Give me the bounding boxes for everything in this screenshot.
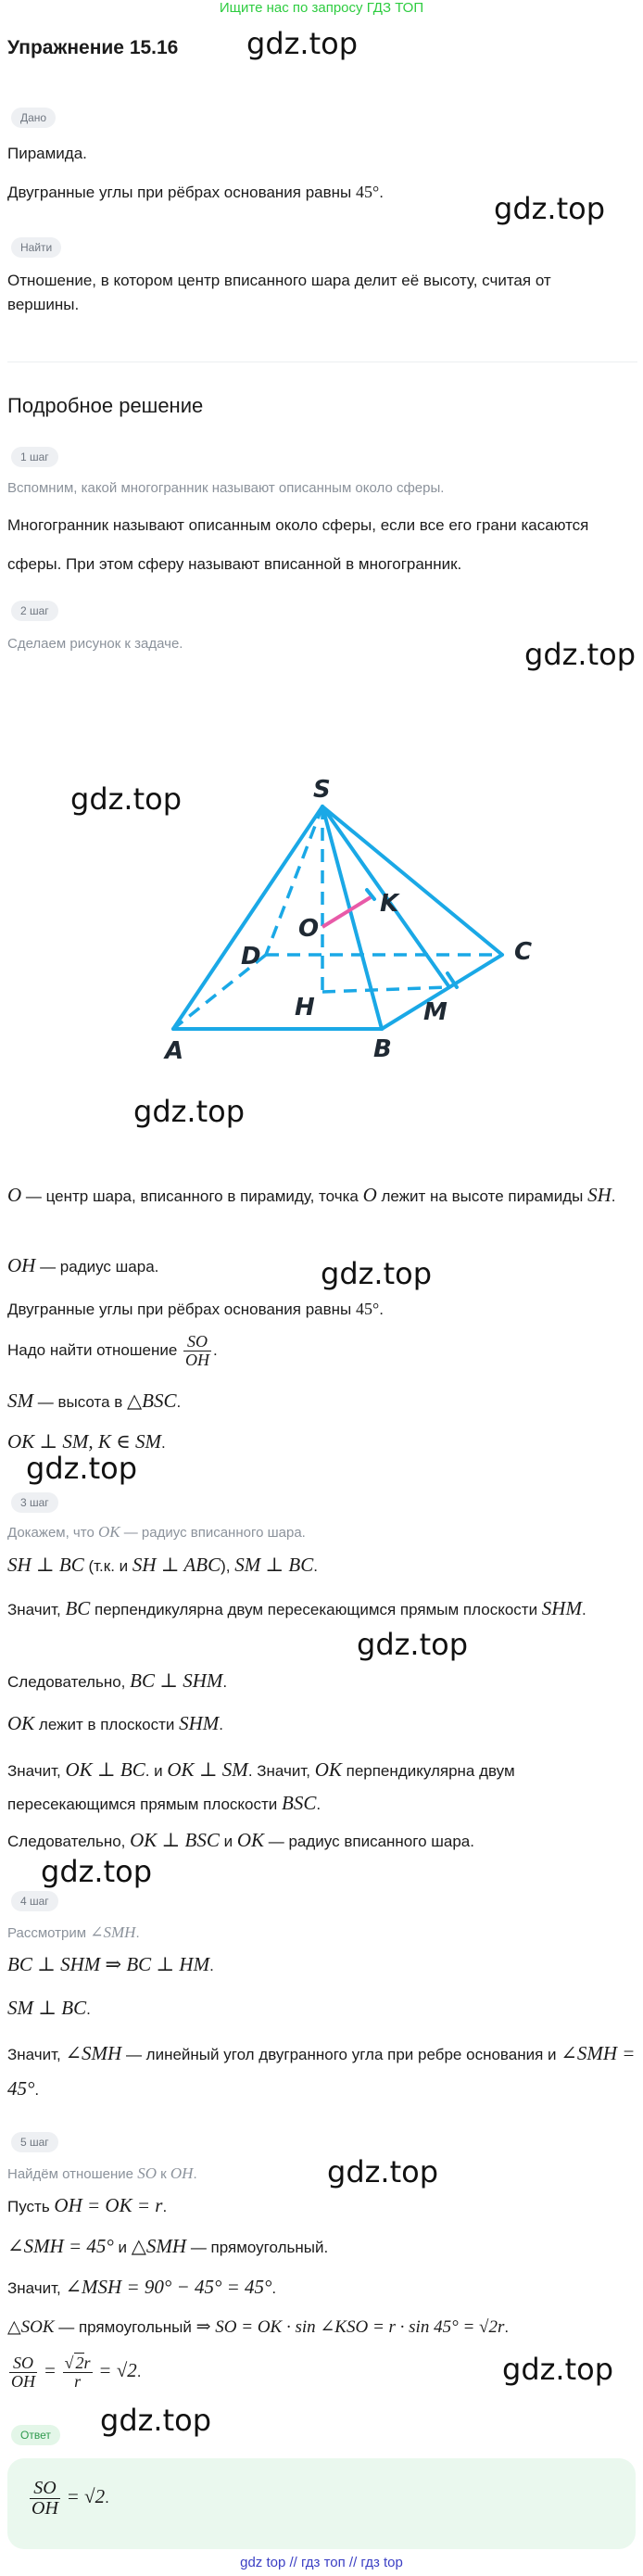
fraction-SO-OH: $\frac{SO}{OH}$ <box>185 1332 210 1369</box>
watermark: gdz.top <box>321 1256 433 1291</box>
step2-line: SM — высота в △BSC. <box>7 1390 182 1412</box>
answer-formula: $\frac{SO}{OH}$ = √2. <box>32 2478 109 2519</box>
math-O: O <box>362 1184 377 1206</box>
step3-line: Следовательно, OK ⊥ BSC и OK — радиус вписанного шара. <box>7 1829 474 1851</box>
label-B: B <box>373 1035 392 1063</box>
find-line: Отношение, в котором центр вписанного шара делит её высоту, считая от вершины. <box>7 272 551 313</box>
watermark: gdz.top <box>524 637 637 672</box>
math-45: 45° <box>355 1300 380 1318</box>
step5-line: Значит, ∠MSH = 90° − 45° = 45°. <box>7 2276 277 2298</box>
tag-step1: 1 шаг <box>11 447 58 467</box>
tag-step4: 4 шаг <box>11 1891 58 1911</box>
given-angle: 45° <box>355 183 380 201</box>
step2-line: OK ⊥ SM, K ∈ SM. <box>7 1430 166 1453</box>
step5-line: △SOK — прямоугольный ⇒ SO = OK · sin ∠KSO = r · sin 45° = √2r. <box>7 2317 510 2337</box>
step3-hint: Докажем, что OK — радиус вписанного шара. <box>7 1523 306 1541</box>
math-OH: OH <box>7 1254 36 1276</box>
top-banner[interactable]: Ищите нас по запросу ГДЗ ТОП <box>219 0 424 16</box>
label-S: S <box>313 776 331 804</box>
step3-line: Значит, OK ⊥ BC. и OK ⊥ SM. Значит, OK перпендикулярна двум пересекающимся прямым плоскости BSC. <box>7 1758 515 1814</box>
watermark: gdz.top <box>502 2352 614 2387</box>
fraction-sqrt2r-r: $\frac{√ 2r}{r}$ <box>64 2354 91 2391</box>
watermark: gdz.top <box>246 26 359 61</box>
pyramid-figure <box>0 760 643 1066</box>
label-C: C <box>514 938 533 966</box>
watermark: gdz.top <box>41 1854 153 1889</box>
step3-line: OK лежит в плоскости SHM. <box>7 1712 223 1734</box>
step3-line: Значит, BC перпендикулярна двум пересекающимся прямым плоскости SHM. <box>7 1597 586 1619</box>
step2-line: O — центр шара, вписанного в пирамиду, точка O лежит на высоте пирамиды SH. <box>7 1184 616 1206</box>
step4-line: SM ⊥ BC. <box>7 1997 91 2019</box>
page-title: Упражнение 15.16 <box>7 37 179 58</box>
solution-header: Подробное решение <box>7 394 204 417</box>
step5-hint: Найдём отношение SO к OH. <box>7 2164 197 2182</box>
label-A: A <box>165 1037 184 1065</box>
label-H: H <box>295 994 315 1022</box>
watermark: gdz.top <box>26 1451 138 1486</box>
step5-line: Пусть OH = OK = r. <box>7 2194 168 2216</box>
watermark: gdz.top <box>70 781 183 817</box>
step5-line: ∠SMH = 45° и △SMH — прямоугольный. <box>7 2235 329 2257</box>
tag-step5: 5 шаг <box>11 2132 58 2152</box>
watermark: gdz.top <box>327 2154 439 2189</box>
step1-text: Многогранник называют описанным около сферы, если все его грани касаются сферы. При этом сферу называют вписанной в многогранник. <box>7 516 589 573</box>
footer-links[interactable]: gdz top // гдз топ // гдз top <box>240 2555 403 2570</box>
edge-SB <box>322 806 382 1029</box>
tag-given: Дано <box>11 108 56 128</box>
segment-HM <box>322 987 449 992</box>
step5-line: $\frac{SO}{OH}$ = $\frac{√ 2r}{r}$ = √2. <box>11 2354 142 2391</box>
tag-step3: 3 шаг <box>11 1492 58 1513</box>
given-line: Двугранные углы при рёбрах основания равны 45°. <box>7 183 384 201</box>
watermark: gdz.top <box>357 1627 469 1662</box>
tag-step2: 2 шаг <box>11 601 58 621</box>
step2-line: Надо найти отношение $\frac{SO}{OH}$ . <box>7 1332 218 1369</box>
label-O: O <box>298 915 320 943</box>
step2-hint: Сделаем рисунок к задаче. <box>7 636 183 652</box>
step4-line: Значит, ∠SMH — линейный угол двугранного угла при ребре основания и ∠SMH = 45°. <box>7 2042 636 2100</box>
fraction-SO-OH: $\frac{SO}{OH}$ <box>11 2354 35 2391</box>
watermark: gdz.top <box>100 2403 212 2438</box>
step3-line: Следовательно, BC ⊥ SHM. <box>7 1669 228 1692</box>
label-K: K <box>380 890 399 918</box>
math-SH: SH <box>587 1184 611 1206</box>
tag-answer: Ответ <box>11 2425 60 2445</box>
watermark: gdz.top <box>494 191 606 226</box>
given-line: Пирамида. <box>7 145 87 162</box>
step4-hint: Рассмотрим ∠SMH. <box>7 1923 140 1941</box>
step4-line: BC ⊥ SHM ⇒ BC ⊥ HM. <box>7 1953 214 1975</box>
step2-line: Двугранные углы при рёбрах основания равны 45°. <box>7 1300 384 1318</box>
tag-find: Найти <box>11 237 61 258</box>
step1-hint: Вспомним, какой многогранник называют описанным около сферы. <box>7 480 445 496</box>
given-text: Двугранные углы при рёбрах основания равны <box>7 184 356 201</box>
label-M: M <box>423 998 448 1026</box>
math-O: O <box>7 1184 22 1206</box>
watermark: gdz.top <box>133 1094 246 1129</box>
label-D: D <box>241 943 261 971</box>
step2-line: OH — радиус шара. <box>7 1254 159 1276</box>
step3-line: SH ⊥ BC (т.к. и SH ⊥ ABC), SM ⊥ BC. <box>7 1554 318 1576</box>
